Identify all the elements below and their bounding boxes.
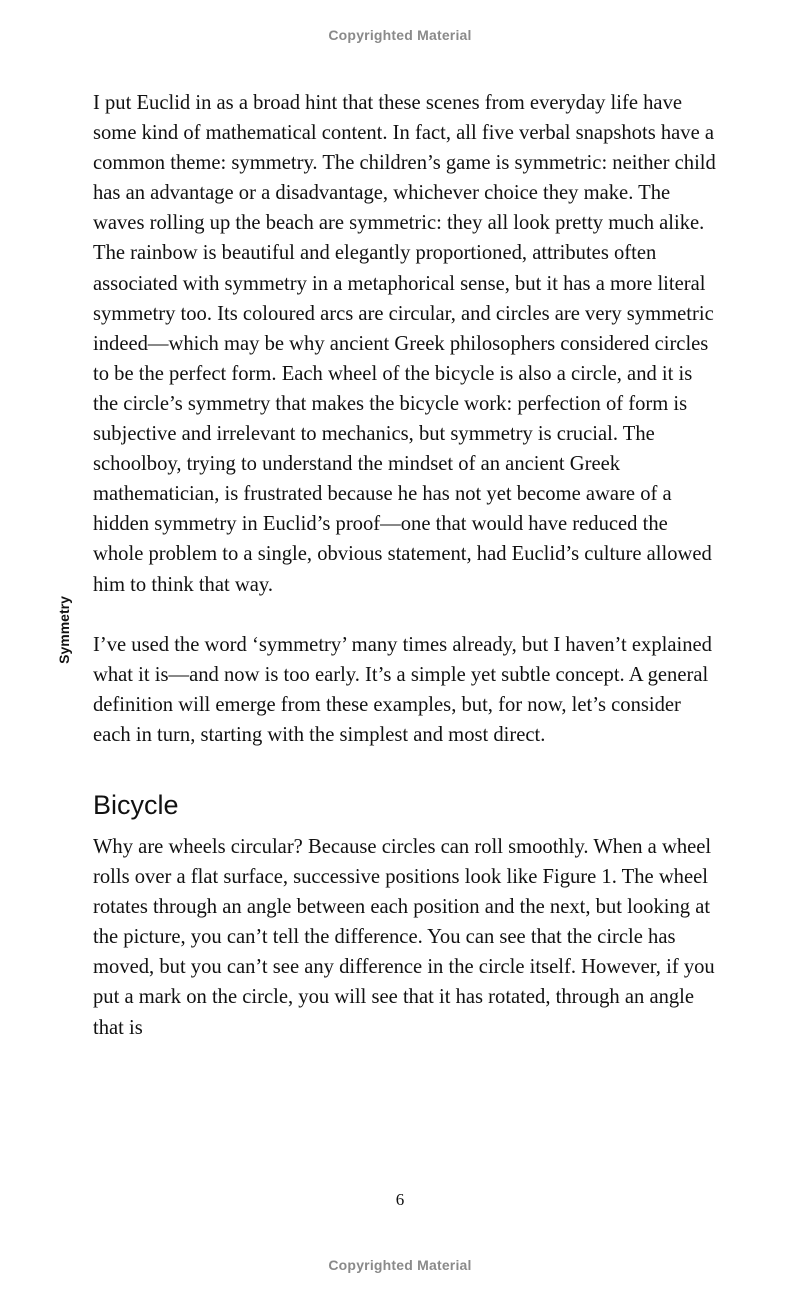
running-head-label: Symmetry	[56, 596, 72, 664]
body-paragraph-2: I’ve used the word ‘symmetry’ many times already, but I haven’t explained what it is—and now is too early. It’s a simple yet subtle concept. A general definition will emerge from these examples, but, for now, let’s consider each in turn, starting with the simplest and most direct.	[93, 633, 712, 746]
body-paragraph-3: Why are wheels circular? Because circles can roll smoothly. When a wheel rolls over a flat surface, successive positions look like Figure 1. The wheel rotates through an angle between each position and the next, but looking at the picture, you can’t tell the difference. You can see that the circle has moved, but you can’t see any difference in the circle itself. However, if you put a mark on the circle, you will see that it has rotated, through an angle that is	[93, 835, 715, 1039]
body-paragraph-1: I put Euclid in as a broad hint that these scenes from everyday life have some kind of mathematical content. In fact, all five verbal snapshots have a common theme: symmetry. The children’s game is symmetric: neither child has an advantage or a disadvantage, whichever choice they make. The waves rolling up the beach are symmetric: they all look pretty much alike. The rainbow is beautiful and elegantly proportioned, attributes often associated with symmetry in a metaphorical sense, but it has a more literal symmetry too. Its coloured arcs are circular, and circles are very symmetric indeed—which may be why ancient Greek philosophers considered circles to be the perfect form. Each wheel of the bicycle is also a circle, and it is the circle’s symmetry that makes the bicycle work: perfection of form is subjective and irrelevant to mechanics, but symmetry is crucial. The schoolboy, trying to understand the mindset of an ancient Greek mathematician, is frustrated because he has not yet become aware of a hidden symmetry in Euclid’s proof—one that would have reduced the whole problem to a single, obvious statement, had Euclid’s culture allowed him to think that way.	[93, 92, 716, 596]
page-body	[93, 88, 719, 1043]
section-heading: Bicycle	[93, 789, 179, 820]
copyright-watermark-bottom: Copyrighted Material	[328, 1257, 472, 1273]
page-number: 6	[395, 1190, 405, 1209]
copyright-watermark-top: Copyrighted Material	[328, 27, 472, 43]
